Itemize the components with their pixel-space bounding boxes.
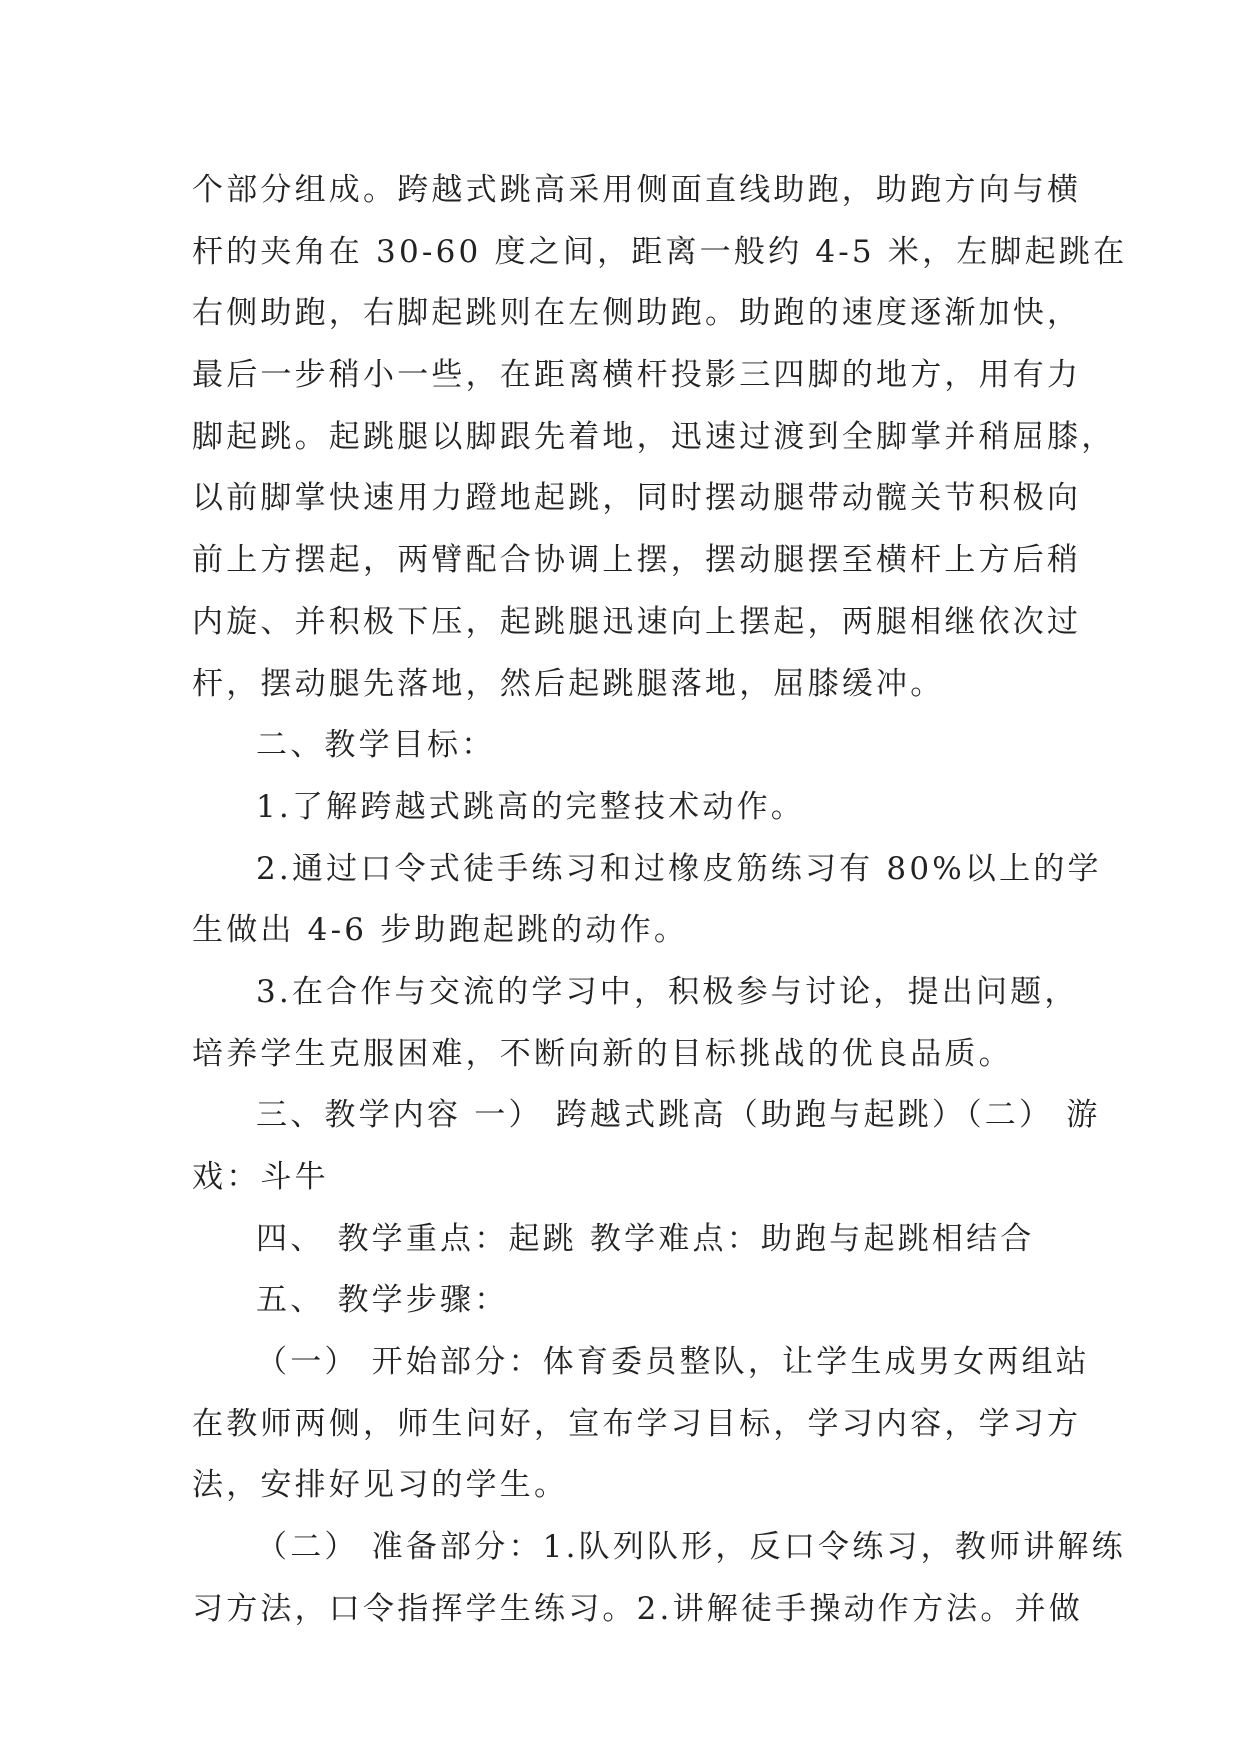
document-body xyxy=(192,160,1128,1641)
section-heading-key-points: 四、 教学重点：起跳 教学难点：助跑与起跳相结合 xyxy=(256,1220,1035,1257)
text-line: 个部分组成。跨越式跳高采用侧面直线助跑，助跑方向与横 xyxy=(192,172,1082,208)
text-line: 杆的夹角在 30-60 度之间，距离一般约 4-5 米，左脚起跳在 xyxy=(192,233,1128,270)
goal-item-2: 2.通过口令式徒手练习和过橡皮筋练习有 80%以上的学 xyxy=(256,850,1102,887)
goal-item-3: 3.在合作与交流的学习中，积极参与讨论，提出问题， xyxy=(256,973,1079,1010)
step-1-continued: 在教师两侧，师生问好，宣布学习目标，学习内容，学习方 xyxy=(192,1405,1082,1442)
text-line: 杆，摆动腿先落地，然后起跳腿落地，屈膝缓冲。 xyxy=(192,665,945,702)
goal-item-2-continued: 生做出 4-6 步助跑起跳的动作。 xyxy=(192,912,689,949)
section-heading-goals: 二、教学目标： xyxy=(256,727,496,764)
text-line: 右侧助跑，右脚起跳则在左侧助跑。助跑的速度逐渐加快， xyxy=(192,295,1082,332)
section-heading-steps: 五、 教学步骤： xyxy=(256,1282,509,1319)
text-line: 以前脚掌快速用力蹬地起跳，同时摆动腿带动髋关节积极向 xyxy=(192,480,1082,517)
text-line: 脚起跳。起跳腿以脚跟先着地，迅速过渡到全脚掌并稍屈膝， xyxy=(192,418,1116,455)
step-1-end: 法，安排好见习的学生。 xyxy=(192,1467,569,1504)
step-2-start: （二） 准备部分：1.队列队形，反口令练习，教师讲解练 xyxy=(256,1529,1126,1566)
step-2-continued: 习方法，口令指挥学生练习。2.讲解徒手操动作方法。并做 xyxy=(192,1590,1083,1627)
text-line: 最后一步稍小一些，在距离横杆投影三四脚的地方，用有力 xyxy=(192,357,1082,394)
step-1-start: （一） 开始部分：体育委员整队，让学生成男女两组站 xyxy=(256,1344,1090,1381)
goal-item-1: 1.了解跨越式跳高的完整技术动作。 xyxy=(256,788,805,825)
section-heading-content: 三、教学内容 一） 跨越式跳高（助跑与起跳）（二） 游 xyxy=(256,1097,1101,1134)
text-line: 前上方摆起，两臂配合协调上摆，摆动腿摆至横杆上方后稍 xyxy=(192,542,1082,579)
section-content-continued: 戏：斗牛 xyxy=(192,1159,329,1195)
goal-item-3-continued: 培养学生克服困难，不断向新的目标挑战的优良品质。 xyxy=(192,1035,1013,1072)
text-line: 内旋、并积极下压，起跳腿迅速向上摆起，两腿相继依次过 xyxy=(192,603,1082,640)
